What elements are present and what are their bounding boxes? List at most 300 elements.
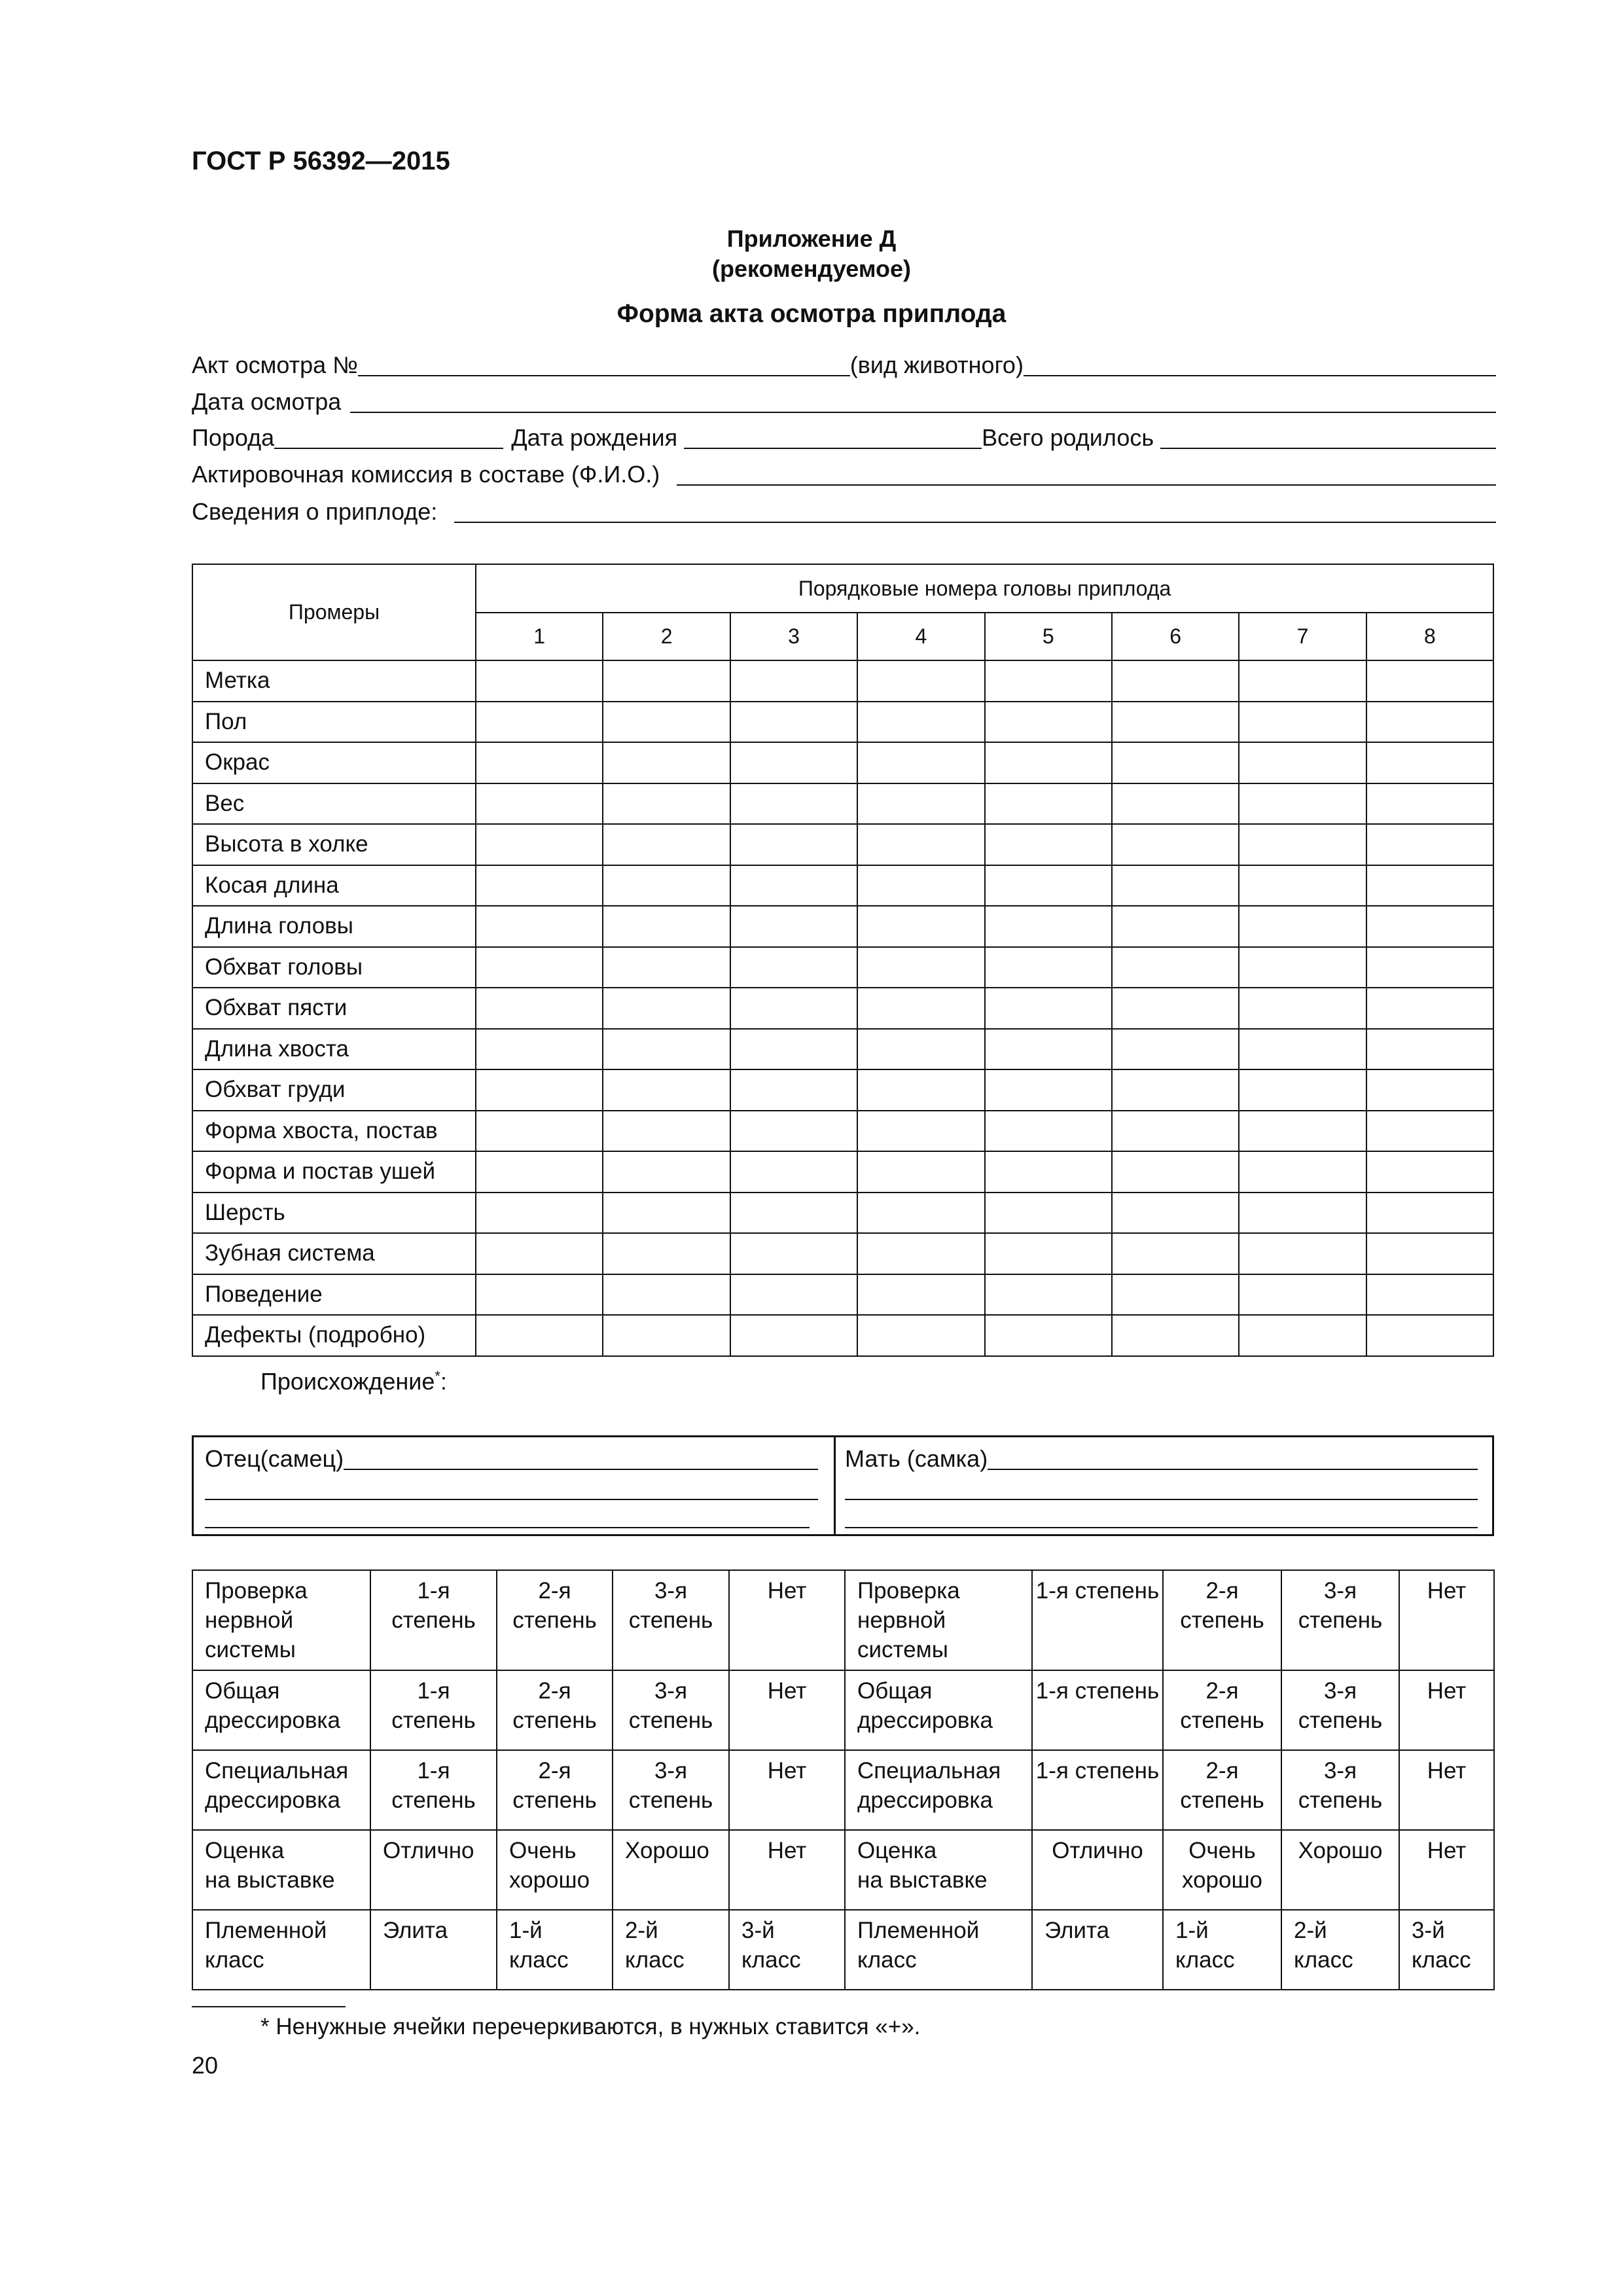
measure-cell[interactable] — [730, 1029, 857, 1070]
evaluation-option[interactable] — [729, 1910, 845, 1990]
measure-cell[interactable] — [730, 1151, 857, 1193]
evaluation-option[interactable] — [1163, 1750, 1281, 1830]
measure-row — [192, 702, 1493, 743]
measure-cell[interactable] — [603, 1029, 730, 1070]
origin-colon: : — [440, 1368, 447, 1395]
evaluation-option[interactable] — [1399, 1570, 1494, 1670]
measure-cell[interactable] — [730, 1069, 857, 1111]
evaluation-option[interactable] — [729, 1830, 845, 1910]
measure-cell[interactable] — [1239, 660, 1366, 702]
measure-cell[interactable] — [985, 702, 1112, 743]
measure-row — [192, 1315, 1493, 1356]
measure-cell[interactable] — [730, 1111, 857, 1152]
measure-cell[interactable] — [1366, 1193, 1493, 1234]
evaluation-option[interactable] — [370, 1570, 497, 1670]
evaluation-option-text: 2-я степень — [512, 1578, 597, 1633]
measure-cell[interactable] — [857, 1315, 984, 1356]
commission-line — [192, 453, 1496, 490]
appendix-title: Приложение Д — [726, 225, 897, 252]
evaluation-option-text: 3-й класс — [741, 1918, 801, 1973]
measure-cell[interactable] — [1366, 824, 1493, 865]
measure-cell[interactable] — [857, 1274, 984, 1316]
evaluation-option-text: Очень хорошо — [1181, 1838, 1263, 1893]
evaluation-label — [845, 1830, 1032, 1910]
measure-cell[interactable] — [603, 865, 730, 906]
measure-cell[interactable] — [1239, 906, 1366, 947]
evaluation-option-text: 2-я степень — [1180, 1578, 1264, 1633]
measure-cell[interactable] — [857, 1029, 984, 1070]
measure-cell[interactable] — [1112, 783, 1239, 825]
evaluation-label-line: дрессировка — [857, 1708, 993, 1733]
evaluation-row — [192, 1670, 1494, 1750]
measure-cell[interactable] — [730, 1315, 857, 1356]
measure-row — [192, 947, 1493, 988]
measure-cell[interactable] — [1239, 824, 1366, 865]
measure-label: Длина головы — [192, 906, 476, 947]
head-number-2: 2 — [603, 613, 730, 660]
evaluation-label-line: Проверка — [205, 1578, 308, 1604]
evaluation-option[interactable] — [729, 1750, 845, 1830]
measure-cell[interactable] — [476, 1151, 603, 1193]
evaluation-option[interactable] — [1281, 1570, 1399, 1670]
measure-cell[interactable] — [1239, 1111, 1366, 1152]
evaluation-option[interactable] — [497, 1750, 613, 1830]
measure-cell[interactable] — [1239, 1029, 1366, 1070]
measure-row — [192, 906, 1493, 947]
measure-cell[interactable] — [857, 1069, 984, 1111]
measure-cell[interactable] — [1366, 783, 1493, 825]
total-born-field[interactable] — [1160, 416, 1496, 449]
measure-cell[interactable] — [1239, 988, 1366, 1029]
measure-cell[interactable] — [476, 824, 603, 865]
measure-cell[interactable] — [1366, 988, 1493, 1029]
measure-cell[interactable] — [603, 1193, 730, 1234]
measure-cell[interactable] — [985, 865, 1112, 906]
measure-cell[interactable] — [730, 1233, 857, 1274]
measure-cell[interactable] — [985, 1233, 1112, 1274]
measure-cell[interactable] — [1112, 988, 1239, 1029]
measure-cell[interactable] — [730, 660, 857, 702]
measure-cell[interactable] — [1112, 742, 1239, 783]
measure-label: Поведение — [192, 1274, 476, 1316]
measure-cell[interactable] — [476, 1029, 603, 1070]
evaluation-option-text: Нет — [1427, 1678, 1467, 1704]
measure-cell[interactable] — [1239, 1274, 1366, 1316]
measure-cell[interactable] — [476, 906, 603, 947]
mother-field-line-2[interactable] — [845, 1499, 1478, 1500]
measure-cell[interactable] — [857, 660, 984, 702]
evaluation-option-text: 3-я степень — [1298, 1758, 1383, 1813]
evaluation-label-line: на выставке — [857, 1867, 988, 1893]
evaluation-option[interactable] — [497, 1570, 613, 1670]
measure-cell[interactable] — [1366, 865, 1493, 906]
evaluation-option[interactable] — [1032, 1910, 1163, 1990]
evaluation-option[interactable] — [729, 1670, 845, 1750]
evaluation-option[interactable] — [1281, 1830, 1399, 1910]
measure-cell[interactable] — [985, 660, 1112, 702]
measure-cell[interactable] — [603, 1315, 730, 1356]
evaluation-option[interactable] — [370, 1670, 497, 1750]
evaluation-option-text: 2-я степень — [1180, 1678, 1264, 1733]
measure-cell[interactable] — [857, 865, 984, 906]
measure-cell[interactable] — [1239, 1233, 1366, 1274]
measure-label: Длина хвоста — [192, 1029, 476, 1070]
evaluation-option-text: Хорошо — [625, 1838, 709, 1863]
evaluation-option[interactable] — [497, 1830, 613, 1910]
father-field[interactable] — [344, 1443, 818, 1470]
evaluation-option[interactable] — [1163, 1670, 1281, 1750]
father-field-line-2[interactable] — [205, 1499, 818, 1500]
measure-cell[interactable] — [603, 824, 730, 865]
evaluation-label — [192, 1670, 370, 1750]
measure-label: Форма и постав ушей — [192, 1151, 476, 1193]
measure-cell[interactable] — [1239, 783, 1366, 825]
measure-cell[interactable] — [857, 783, 984, 825]
measure-cell[interactable] — [476, 947, 603, 988]
evaluation-option[interactable] — [370, 1750, 497, 1830]
measure-cell[interactable] — [476, 1233, 603, 1274]
measure-row — [192, 1111, 1493, 1152]
evaluation-option[interactable] — [613, 1830, 729, 1910]
evaluation-option-text: 1-я степень — [391, 1578, 476, 1633]
mother-field[interactable] — [988, 1443, 1478, 1470]
evaluation-label-line: Племенной — [205, 1918, 327, 1943]
measure-label: Косая длина — [192, 865, 476, 906]
evaluation-label-line: дрессировка — [857, 1787, 993, 1813]
measure-cell[interactable] — [730, 947, 857, 988]
head-number-4: 4 — [857, 613, 984, 660]
measure-row — [192, 1151, 1493, 1193]
measure-cell[interactable] — [1239, 742, 1366, 783]
birth-date-field[interactable] — [684, 416, 982, 449]
measure-row — [192, 1193, 1493, 1234]
measure-cell[interactable] — [1366, 947, 1493, 988]
evaluation-table — [192, 1570, 1495, 1990]
mother-field-line-3[interactable] — [845, 1527, 1478, 1528]
evaluation-label-line: системы — [857, 1637, 948, 1662]
evaluation-option-text: Элита — [1044, 1918, 1110, 1943]
measure-cell[interactable] — [1239, 947, 1366, 988]
measure-cell[interactable] — [603, 1069, 730, 1111]
evaluation-option[interactable] — [613, 1670, 729, 1750]
evaluation-option-text: Хорошо — [1298, 1838, 1383, 1863]
measure-cell[interactable] — [476, 702, 603, 743]
evaluation-option[interactable] — [1281, 1750, 1399, 1830]
measure-cell[interactable] — [1112, 1315, 1239, 1356]
measure-cell[interactable] — [857, 1233, 984, 1274]
evaluation-option[interactable] — [497, 1910, 613, 1990]
offspring-field[interactable] — [454, 490, 1496, 523]
species-field[interactable] — [1024, 344, 1496, 376]
measure-label: Зубная система — [192, 1233, 476, 1274]
measure-cell[interactable] — [476, 1274, 603, 1316]
measure-cell[interactable] — [1366, 1315, 1493, 1356]
head-number-5: 5 — [985, 613, 1112, 660]
measure-cell[interactable] — [1366, 1233, 1493, 1274]
measure-cell[interactable] — [985, 988, 1112, 1029]
mother-label: Мать (самка) — [845, 1445, 988, 1472]
evaluation-option-text: 3-я степень — [628, 1578, 713, 1633]
measure-cell[interactable] — [985, 947, 1112, 988]
evaluation-label-line: дрессировка — [205, 1708, 340, 1733]
evaluation-option[interactable] — [1032, 1750, 1163, 1830]
measure-cell[interactable] — [476, 1315, 603, 1356]
measure-label: Пол — [192, 702, 476, 743]
measure-row — [192, 660, 1493, 702]
measure-cell[interactable] — [857, 742, 984, 783]
measure-cell[interactable] — [985, 1029, 1112, 1070]
evaluation-label-line: системы — [205, 1637, 296, 1662]
measure-cell[interactable] — [730, 1274, 857, 1316]
measure-cell[interactable] — [985, 824, 1112, 865]
measure-cell[interactable] — [476, 1193, 603, 1234]
measure-cell[interactable] — [857, 702, 984, 743]
measure-cell[interactable] — [730, 783, 857, 825]
footnote-mark: * — [435, 1368, 440, 1384]
measure-cell[interactable] — [1112, 1111, 1239, 1152]
evaluation-label — [192, 1830, 370, 1910]
measure-cell[interactable] — [603, 988, 730, 1029]
measure-cell[interactable] — [730, 742, 857, 783]
measure-cell[interactable] — [476, 660, 603, 702]
measure-cell[interactable] — [603, 1111, 730, 1152]
origin-label-wrap — [260, 1368, 447, 1395]
measure-cell[interactable] — [857, 1193, 984, 1234]
measure-cell[interactable] — [857, 906, 984, 947]
measure-cell[interactable] — [857, 1151, 984, 1193]
measure-cell[interactable] — [1366, 1029, 1493, 1070]
measure-cell[interactable] — [1112, 824, 1239, 865]
appendix-subtitle: (рекомендуемое) — [712, 255, 911, 282]
measure-cell[interactable] — [1239, 1315, 1366, 1356]
breed-label: Порода — [192, 424, 275, 451]
measure-cell[interactable] — [1112, 1151, 1239, 1193]
evaluation-option[interactable] — [1399, 1830, 1494, 1910]
measure-cell[interactable] — [857, 947, 984, 988]
evaluation-option-text: Нет — [1427, 1838, 1467, 1863]
father-field-line-3[interactable] — [205, 1527, 810, 1528]
measure-cell[interactable] — [603, 702, 730, 743]
measure-cell[interactable] — [1112, 906, 1239, 947]
evaluation-option[interactable] — [1032, 1670, 1163, 1750]
measure-cell[interactable] — [603, 1151, 730, 1193]
measure-cell[interactable] — [985, 1193, 1112, 1234]
evaluation-label-line: Проверка — [857, 1578, 960, 1604]
evaluation-option[interactable] — [613, 1570, 729, 1670]
evaluation-option[interactable] — [497, 1670, 613, 1750]
measure-cell[interactable] — [1366, 906, 1493, 947]
page-number: 20 — [192, 2052, 219, 2079]
measure-cell[interactable] — [476, 988, 603, 1029]
measure-label: Форма хвоста, постав — [192, 1111, 476, 1152]
measure-label: Окрас — [192, 742, 476, 783]
measure-cell[interactable] — [985, 742, 1112, 783]
measure-cell[interactable] — [730, 702, 857, 743]
evaluation-option-text: 1-я степень — [1035, 1758, 1160, 1784]
evaluation-option[interactable] — [1163, 1570, 1281, 1670]
evaluation-option[interactable] — [613, 1910, 729, 1990]
measure-cell[interactable] — [1239, 865, 1366, 906]
evaluation-option[interactable] — [370, 1830, 497, 1910]
measure-cell[interactable] — [1112, 702, 1239, 743]
measure-cell[interactable] — [730, 824, 857, 865]
measure-cell[interactable] — [730, 1193, 857, 1234]
measure-cell[interactable] — [985, 1315, 1112, 1356]
evaluation-option-text: Отлично — [1052, 1838, 1143, 1863]
measure-cell[interactable] — [1112, 1029, 1239, 1070]
commission-field[interactable] — [677, 453, 1496, 486]
measure-cell[interactable] — [730, 906, 857, 947]
evaluation-label-line: Специальная — [857, 1758, 1001, 1784]
breed-line — [192, 416, 1496, 453]
measure-cell[interactable] — [1112, 660, 1239, 702]
evaluation-option[interactable] — [1032, 1570, 1163, 1670]
measure-label: Шерсть — [192, 1193, 476, 1234]
measure-cell[interactable] — [603, 783, 730, 825]
evaluation-option[interactable] — [729, 1570, 845, 1670]
act-line — [192, 344, 1496, 380]
evaluation-option-text: 2-я степень — [1180, 1758, 1264, 1813]
evaluation-option-text: Нет — [1427, 1758, 1467, 1784]
measure-cell[interactable] — [985, 906, 1112, 947]
measure-cell[interactable] — [1112, 1193, 1239, 1234]
measure-row — [192, 1233, 1493, 1274]
measure-cell[interactable] — [1366, 660, 1493, 702]
measure-row — [192, 824, 1493, 865]
measure-cell[interactable] — [1366, 1151, 1493, 1193]
evaluation-option-text: 1-й класс — [1175, 1918, 1235, 1973]
measure-cell[interactable] — [1366, 1274, 1493, 1316]
evaluation-option-text: 3-я степень — [1298, 1578, 1383, 1633]
measure-cell[interactable] — [603, 1274, 730, 1316]
measurements-table — [192, 564, 1494, 1357]
evaluation-option-text: 1-я степень — [1035, 1578, 1160, 1604]
measure-cell[interactable] — [1112, 1233, 1239, 1274]
offspring-label: Сведения о приплоде: — [192, 498, 438, 525]
evaluation-option-text: 2-й класс — [625, 1918, 685, 1973]
measure-cell[interactable] — [985, 1151, 1112, 1193]
measure-cell[interactable] — [1239, 1193, 1366, 1234]
evaluation-option-text: 1-й класс — [509, 1918, 569, 1973]
measure-cell[interactable] — [1366, 742, 1493, 783]
measure-cell[interactable] — [476, 865, 603, 906]
measure-cell[interactable] — [476, 1069, 603, 1111]
evaluation-label-line: Оценка — [205, 1838, 285, 1863]
evaluation-option[interactable] — [613, 1750, 729, 1830]
measure-cell[interactable] — [603, 947, 730, 988]
measure-cell[interactable] — [1112, 947, 1239, 988]
measure-cell[interactable] — [603, 742, 730, 783]
origin-label: Происхождение — [260, 1368, 435, 1395]
measure-cell[interactable] — [1366, 1069, 1493, 1111]
measure-row — [192, 1069, 1493, 1111]
measure-cell[interactable] — [476, 783, 603, 825]
measure-cell[interactable] — [603, 660, 730, 702]
measure-label: Обхват пясти — [192, 988, 476, 1029]
measure-cell[interactable] — [603, 1233, 730, 1274]
document-header: ГОСТ Р 56392—2015 — [192, 147, 450, 175]
evaluation-label — [845, 1910, 1032, 1990]
measure-cell[interactable] — [1366, 702, 1493, 743]
measure-cell[interactable] — [1239, 1069, 1366, 1111]
offspring-line — [192, 490, 1496, 527]
measure-label: Метка — [192, 660, 476, 702]
father-label: Отец(самец) — [205, 1445, 344, 1472]
evaluation-label-line: дрессировка — [205, 1787, 340, 1813]
measure-row — [192, 988, 1493, 1029]
evaluation-label — [845, 1570, 1032, 1670]
measure-cell[interactable] — [985, 1274, 1112, 1316]
evaluation-label-line: Племенной — [857, 1918, 980, 1943]
evaluation-option[interactable] — [1032, 1830, 1163, 1910]
measure-cell[interactable] — [857, 988, 984, 1029]
measure-row — [192, 865, 1493, 906]
measure-cell[interactable] — [857, 1111, 984, 1152]
form-title: Форма акта осмотра приплода — [616, 300, 1007, 328]
measure-cell[interactable] — [1239, 1151, 1366, 1193]
measures-header: Промеры — [192, 564, 476, 660]
measure-cell[interactable] — [730, 865, 857, 906]
evaluation-label-line: Общая — [857, 1678, 933, 1704]
measure-cell[interactable] — [1366, 1111, 1493, 1152]
measure-cell[interactable] — [1112, 1274, 1239, 1316]
evaluation-option[interactable] — [1281, 1910, 1399, 1990]
evaluation-label — [845, 1670, 1032, 1750]
measure-cell[interactable] — [1239, 702, 1366, 743]
parents-box — [192, 1435, 1494, 1536]
evaluation-label-line: Специальная — [205, 1758, 349, 1784]
evaluation-option[interactable] — [1399, 1910, 1494, 1990]
measure-cell[interactable] — [985, 1069, 1112, 1111]
evaluation-option-text: 3-я степень — [628, 1678, 713, 1733]
measure-row — [192, 783, 1493, 825]
inspection-date-field[interactable] — [350, 380, 1496, 413]
evaluation-option[interactable] — [1163, 1910, 1281, 1990]
act-number-field[interactable] — [358, 344, 850, 376]
measure-label: Вес — [192, 783, 476, 825]
breed-field[interactable] — [274, 416, 503, 449]
evaluation-option[interactable] — [370, 1910, 497, 1990]
evaluation-row — [192, 1910, 1494, 1990]
measure-cell[interactable] — [1112, 1069, 1239, 1111]
evaluation-option-text: Нет — [1427, 1578, 1467, 1604]
measure-cell[interactable] — [1112, 865, 1239, 906]
evaluation-option-text: Очень хорошо — [509, 1838, 590, 1893]
head-number-1: 1 — [476, 613, 603, 660]
evaluation-option[interactable] — [1281, 1670, 1399, 1750]
evaluation-option-text: 2-й класс — [1294, 1918, 1353, 1973]
measure-cell[interactable] — [730, 988, 857, 1029]
mother-row — [845, 1443, 1478, 1473]
measure-cell[interactable] — [476, 1111, 603, 1152]
evaluation-option[interactable] — [1163, 1830, 1281, 1910]
measure-cell[interactable] — [603, 906, 730, 947]
evaluation-label — [192, 1570, 370, 1670]
evaluation-label-line: Общая — [205, 1678, 280, 1704]
measure-cell[interactable] — [985, 783, 1112, 825]
birth-date-label: Дата рождения — [511, 424, 678, 451]
evaluation-option[interactable] — [1399, 1750, 1494, 1830]
measure-label: Высота в холке — [192, 824, 476, 865]
evaluation-option-text: Отлично — [383, 1838, 474, 1863]
evaluation-option-text: 1-я степень — [391, 1758, 476, 1813]
evaluation-option-text: Нет — [767, 1758, 807, 1784]
measure-cell[interactable] — [476, 742, 603, 783]
evaluation-option[interactable] — [1399, 1670, 1494, 1750]
evaluation-option-text: 2-я степень — [512, 1758, 597, 1813]
measure-cell[interactable] — [857, 824, 984, 865]
measure-cell[interactable] — [985, 1111, 1112, 1152]
